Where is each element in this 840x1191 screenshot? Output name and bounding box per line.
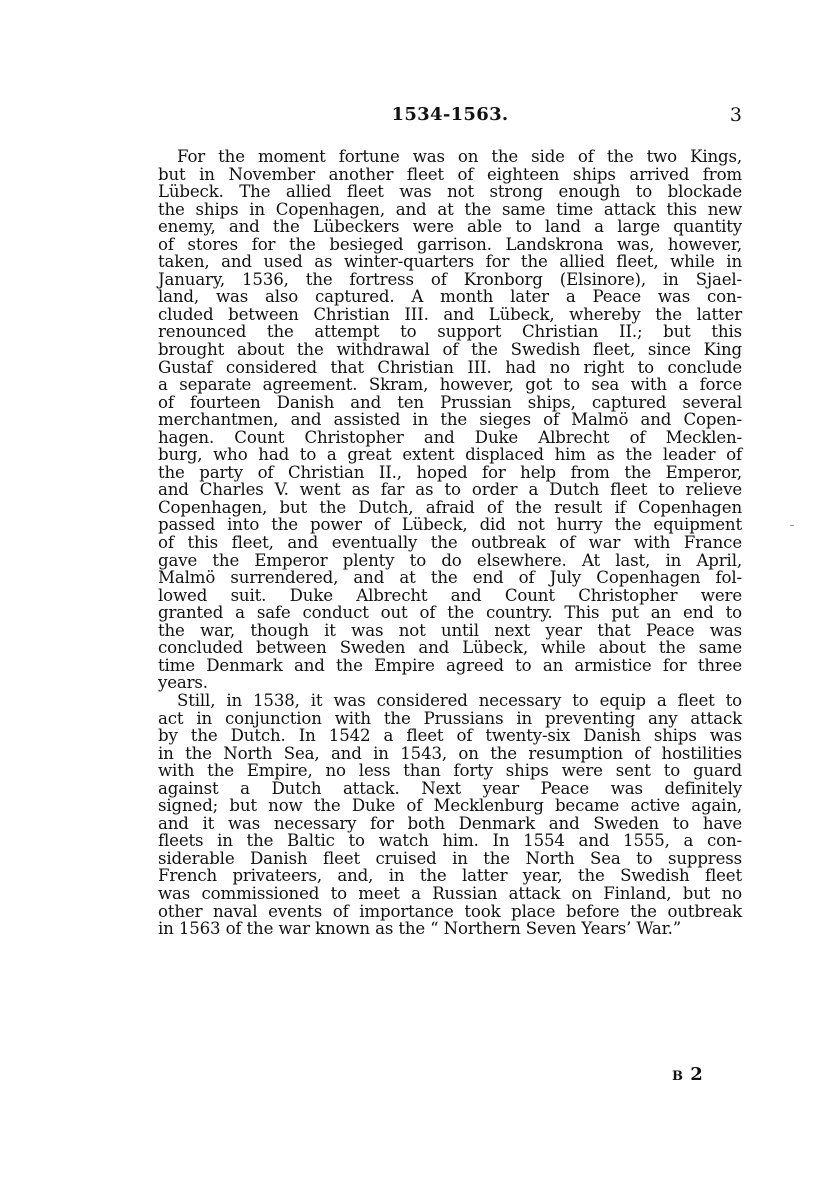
text-line: granted a safe conduct out of the country. This put an end to: [158, 603, 742, 623]
text-line: Gustaf considered that Christian III. had no right to conclude: [158, 357, 742, 377]
text-line: of this fleet, and eventually the outbreak of war with France: [158, 533, 742, 553]
margin-mark: [790, 525, 794, 526]
text-line: January, 1536, the fortress of Kronborg (Elsinore), in Sjael-: [158, 269, 742, 289]
text-line: and it was necessary for both Denmark and Sweden to have: [158, 813, 742, 833]
signature-letter: B: [672, 1069, 683, 1084]
text-line: brought about the withdrawal of the Swedish fleet, since King: [158, 340, 742, 360]
text-line: the war, though it was not until next year that Peace was: [158, 620, 742, 640]
text-line: hagen. Count Christopher and Duke Albrecht of Mecklen-: [158, 427, 742, 447]
text-line: siderable Danish fleet cruised in the North Sea to suppress: [158, 848, 742, 868]
text-line: years.: [158, 673, 208, 693]
text-line: a separate agreement. Skram, however, got to sea with a force: [158, 375, 742, 395]
text-line: passed into the power of Lübeck, did not hurry the equipment: [158, 515, 742, 535]
text-line: merchantmen, and assisted in the sieges of Malmö and Copen-: [158, 410, 742, 430]
text-line: French privateers, and, in the latter year, the Swedish fleet: [158, 866, 742, 886]
body-text: [158, 148, 742, 938]
text-line: fleets in the Baltic to watch him. In 1554 and 1555, a con-: [158, 831, 742, 851]
text-line: For the moment fortune was on the side of the two Kings,: [177, 147, 742, 166]
text-line: in the North Sea, and in 1543, on the resumption of hostilities: [158, 743, 742, 763]
text-line: the ships in Copenhagen, and at the same time attack this new: [158, 199, 742, 219]
paragraph: [158, 692, 742, 938]
text-line: Lübeck. The allied fleet was not strong enough to blockade: [158, 182, 742, 202]
text-line: lowed suit. Duke Albrecht and Count Christopher were: [158, 585, 742, 605]
text-line: concluded between Sweden and Lübeck, while about the same: [158, 638, 742, 658]
text-line: was commissioned to meet a Russian attack on Finland, but no: [158, 883, 742, 903]
text-line: Malmö surrendered, and at the end of July Copenhagen fol-: [158, 568, 742, 588]
text-line: against a Dutch attack. Next year Peace was definitely: [158, 778, 742, 798]
text-line: renounced the attempt to support Christian II.; but this: [158, 322, 742, 342]
text-line: gave the Emperor plenty to do elsewhere. At last, in April,: [158, 550, 742, 570]
text-line: of fourteen Danish and ten Prussian ships, captured several: [158, 392, 742, 412]
text-line: Still, in 1538, it was considered necessary to equip a fleet to: [177, 690, 742, 710]
text-line: Copenhagen, but the Dutch, afraid of the result if Copenhagen: [158, 497, 742, 517]
text-line: signed; but now the Duke of Mecklenburg became active again,: [158, 796, 742, 816]
text-line: but in November another fleet of eighteen ships arrived from: [158, 164, 742, 184]
text-line: of stores for the besieged garrison. Landskrona was, however,: [158, 234, 742, 254]
running-head: [158, 104, 742, 132]
text-line: the party of Christian II., hoped for help from the Emperor,: [158, 462, 742, 482]
text-line: and Charles V. went as far as to order a Dutch fleet to relieve: [158, 480, 742, 500]
text-line: burg, who had to a great extent displaced him as the leader of: [158, 445, 742, 465]
text-line: time Denmark and the Empire agreed to an armistice for three: [158, 655, 742, 675]
text-line: other naval events of importance took place before the outbreak: [158, 901, 742, 921]
text-line: by the Dutch. In 1542 a fleet of twenty-six Danish ships was: [158, 726, 742, 746]
text-line: cluded between Christian III. and Lübeck, whereby the latter: [158, 304, 742, 324]
text-line: land, was also captured. A month later a Peace was con-: [158, 287, 742, 307]
paragraph: [158, 148, 742, 692]
text-line: taken, and used as winter-quarters for the allied fleet, while in: [158, 252, 742, 272]
text-line: enemy, and the Lübeckers were able to land a large quantity: [158, 217, 742, 237]
text-line: with the Empire, no less than forty ships were sent to guard: [158, 761, 742, 781]
page-number: 3: [729, 104, 742, 126]
signature-number: 2: [690, 1064, 704, 1085]
running-title: 1534-1563.: [391, 104, 509, 125]
signature-mark: [672, 1064, 704, 1085]
text-line: act in conjunction with the Prussians in preventing any attack: [158, 708, 742, 728]
text-line: in 1563 of the war known as the “ Northern Seven Years’ War.”: [158, 919, 682, 939]
